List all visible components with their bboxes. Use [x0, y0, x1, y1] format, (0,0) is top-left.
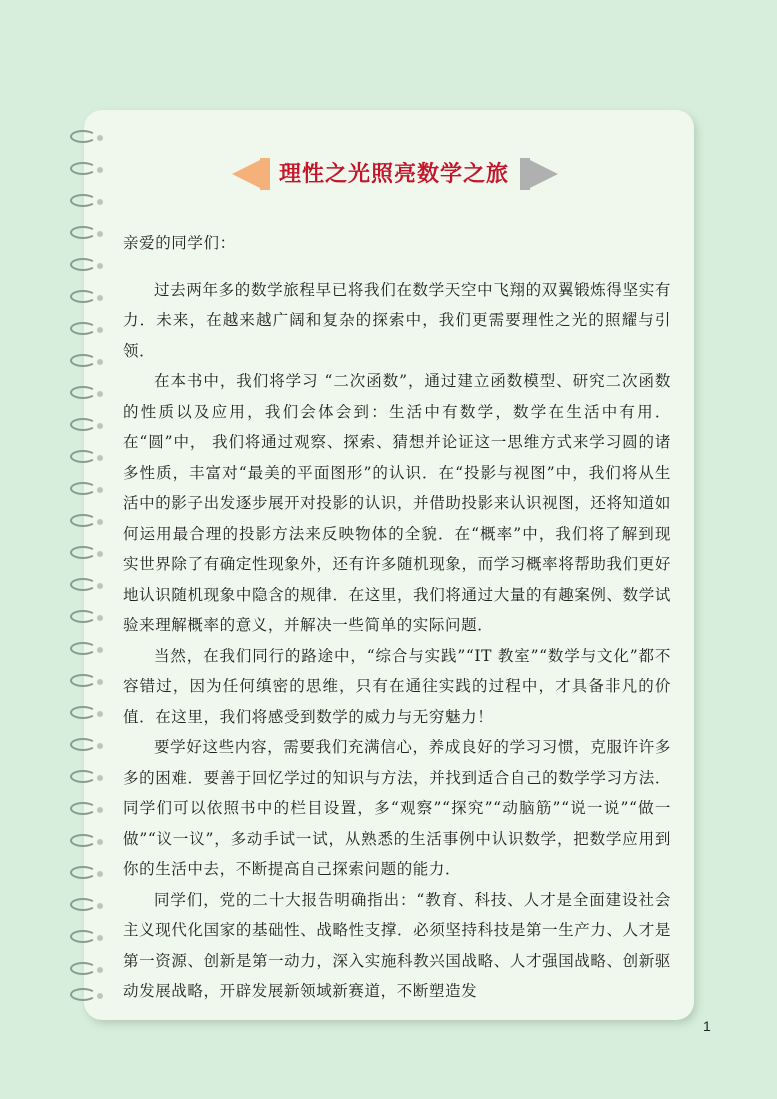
- binding-ring-icon: [70, 988, 96, 1001]
- right-arrow-icon: [530, 160, 558, 188]
- binding-ring-icon: [70, 834, 96, 847]
- paragraph: 要学好这些内容，需要我们充满信心，养成良好的学习习惯，克服许许多多的困难．要善于回忆学过的知识与方法，并找到适合自己的数学学习方法．同学们可以依照书中的栏目设置，多“观察”“探究”“动脑筋”“说一说”“做一做”“议一议”，多动手试一试，从熟悉的生活事例中认识数学，把数学应用到你的生活中去，不断提高自己探索问题的能力．: [123, 738, 671, 878]
- binding-ring-icon: [70, 130, 96, 143]
- page-title: 理性之光照亮数学之旅: [278, 161, 509, 187]
- binding-ring-icon: [70, 674, 96, 687]
- binding-ring-icon: [70, 482, 96, 495]
- greeting: 亲爱的同学们：: [123, 234, 236, 252]
- left-arrow-bar: [260, 158, 270, 190]
- title-banner: [232, 156, 558, 194]
- left-arrow-icon: [232, 160, 260, 188]
- right-arrow-bar: [520, 158, 530, 190]
- binding-ring-icon: [70, 898, 96, 911]
- binding-ring-icon: [70, 290, 96, 303]
- binding-ring-icon: [70, 450, 96, 463]
- binding-ring-icon: [70, 514, 96, 527]
- binding-ring-icon: [70, 354, 96, 367]
- binding-ring-icon: [70, 610, 96, 623]
- binding-ring-icon: [70, 770, 96, 783]
- paragraph: 当然，在我们同行的路途中，“综合与实践”“IT 教室”“数学与文化”都不容错过，因为任何缜密的思维，只有在通往实践的过程中，才具备非凡的价值．在这里，我们将感受到数学的威力与无穷魅力！: [123, 646, 671, 726]
- binding-ring-icon: [70, 962, 96, 975]
- page-number: 1: [703, 1018, 711, 1034]
- paragraph: 过去两年多的数学旅程早已将我们在数学天空中飞翔的双翼锻炼得坚实有力．未来，在越来越广阔和复杂的探索中，我们更需要理性之光的照耀与引领．: [123, 280, 671, 360]
- spiral-binding: [70, 130, 110, 1010]
- binding-ring-icon: [70, 322, 96, 335]
- binding-ring-icon: [70, 194, 96, 207]
- binding-ring-icon: [70, 930, 96, 943]
- paragraph: 在本书中，我们将学习 “二次函数”，通过建立函数模型、研究二次函数的性质以及应用，我们会体会到：生活中有数学，数学在生活中有用．在“圆”中， 我们将通过观察、探索、猜想并论证这一思维方式来学习圆的诸多性质，丰富对“最美的平面图形”的认识．在“投影与视图”中，我们将从生活中的影子出发逐步展开对投影的认识，并借助投影来认识视图，还将知道如何运用最合理的投影方法来反映物体的全貌．在“概率”中，我们将了解到现实世界除了有确定性现象外，还有许多随机现象，而学习概率将帮助我们更好地认识随机现象中隐含的规律．在这里，我们将通过大量的有趣案例、数学试验来理解概率的意义，并解决一些简单的实际问题．: [123, 372, 671, 634]
- binding-ring-icon: [70, 546, 96, 559]
- binding-ring-icon: [70, 226, 96, 239]
- binding-ring-icon: [70, 162, 96, 175]
- binding-ring-icon: [70, 386, 96, 399]
- binding-ring-icon: [70, 802, 96, 815]
- paragraph: 同学们，党的二十大报告明确指出：“教育、科技、人才是全面建设社会主义现代化国家的基础性、战略性支撑．必须坚持科技是第一生产力、人才是第一资源、创新是第一动力，深入实施科教兴国战略、人才强国战略、创新驱动发展战略，开辟发展新领域新赛道，不断塑造发: [123, 890, 671, 1000]
- binding-ring-icon: [70, 258, 96, 271]
- binding-ring-icon: [70, 706, 96, 719]
- binding-ring-icon: [70, 738, 96, 751]
- binding-ring-icon: [70, 866, 96, 879]
- binding-ring-icon: [70, 578, 96, 591]
- letter-body: [123, 228, 671, 1007]
- binding-ring-icon: [70, 418, 96, 431]
- binding-ring-icon: [70, 642, 96, 655]
